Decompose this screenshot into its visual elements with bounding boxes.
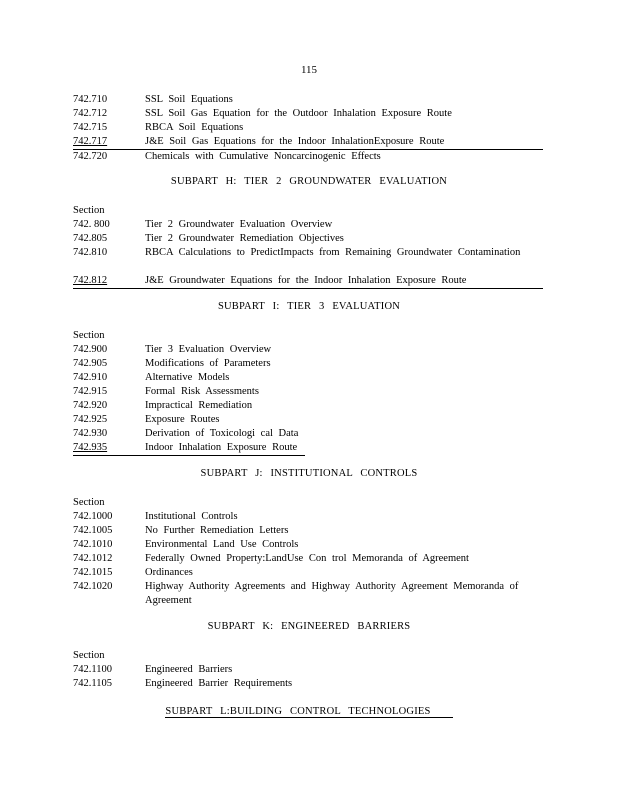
table-row (73, 399, 543, 413)
table-row (73, 385, 543, 399)
section-title: Ordinances (145, 567, 193, 578)
section-title: RBCA Soil Equations (145, 122, 244, 133)
section-title: Tier 2 Groundwater Remediation Objectives (145, 233, 344, 244)
section-number: 742.810 (73, 247, 108, 258)
section-title: SSL Soil Gas Equation for the Outdoor Inhalation Exposure Route (145, 108, 452, 119)
section-number: 742.1010 (73, 539, 113, 550)
section-label: Section (73, 205, 105, 216)
table-row (73, 524, 543, 538)
section-title: Institutional Controls (145, 511, 238, 522)
section-title: Federally Owned Property:LandUse Con trol Memoranda of Agreement (145, 553, 469, 564)
section-number: 742.1012 (73, 553, 113, 564)
subpart-h-heading: SUBPART H: TIER 2 GROUNDWATER EVALUATION (170, 176, 448, 187)
section-number: 742.1000 (73, 511, 113, 522)
section-number: 742.1020 (73, 581, 113, 592)
section-number: 742.1100 (73, 664, 112, 675)
subpart-k-heading: SUBPART K: ENGINEERED BARRIERS (207, 621, 411, 632)
section-title: Alternative Models (145, 372, 230, 383)
section-number: 742.910 (73, 372, 108, 383)
section-number: 742.805 (73, 233, 108, 244)
section-title: Engineered Barriers (145, 664, 233, 675)
table-row (73, 121, 543, 135)
section-title: SSL Soil Equations (145, 94, 233, 105)
section-title: Tier 2 Groundwater Evaluation Overview (145, 219, 333, 230)
subpart-h-list (73, 204, 543, 289)
table-row (73, 552, 543, 566)
table-row (73, 413, 543, 427)
section-number: 742.930 (73, 428, 108, 439)
section-title: RBCA Calculations to PredictImpacts from Remaining Groundwater Contamination (145, 247, 521, 258)
table-row (73, 371, 543, 385)
section-title: Modifications of Parameters (145, 358, 271, 369)
section-title: J&E Soil Gas Equations for the Indoor InhalationExposure Route (145, 136, 445, 147)
subpart-j-heading: SUBPART J: INSTITUTIONAL CONTROLS (200, 468, 418, 479)
table-row (73, 232, 543, 246)
section-number: 742.812 (73, 275, 108, 286)
section-title: Indoor Inhalation Exposure Route (145, 442, 298, 453)
section-title: No Further Remediation Letters (145, 525, 289, 536)
subpart-g-list (73, 93, 543, 164)
table-row (73, 246, 543, 274)
section-title: Tier 3 Evaluation Overview (145, 344, 272, 355)
section-number: 742.717 (73, 136, 108, 147)
table-row (73, 343, 543, 357)
section-number: 742.935 (73, 442, 108, 453)
section-title: Exposure Routes (145, 414, 220, 425)
table-row (73, 580, 543, 608)
table-row (73, 663, 543, 677)
table-row (73, 93, 543, 107)
section-label: Section (73, 497, 105, 508)
section-title: Environmental Land Use Controls (145, 539, 299, 550)
section-number: 742.900 (73, 344, 108, 355)
table-row (73, 538, 543, 552)
section-title: Impractical Remediation (145, 400, 253, 411)
table-row-underlined (73, 135, 543, 150)
section-title: Chemicals with Cumulative Noncarcinogenic Effects (145, 151, 381, 162)
section-title: Formal Risk Assessments (145, 386, 259, 397)
table-row (73, 510, 543, 524)
table-row (73, 427, 543, 441)
section-number: 742.1105 (73, 678, 112, 689)
section-title: Engineered Barrier Requirements (145, 678, 293, 689)
table-row (73, 150, 543, 164)
section-number: 742.1015 (73, 567, 113, 578)
section-number: 742.920 (73, 400, 108, 411)
section-number: 742.710 (73, 94, 108, 105)
section-title: Highway Authority Agreements and Highway Authority Agreement Memoranda of Agreement (145, 581, 519, 606)
section-number: 742.720 (73, 151, 108, 162)
subpart-l-heading-text: SUBPART L:BUILDING CONTROL TECHNOLOGIES (165, 706, 452, 718)
subpart-j-list (73, 496, 543, 608)
section-number: 742.905 (73, 358, 108, 369)
section-number: 742.925 (73, 414, 108, 425)
section-label: Section (73, 330, 105, 341)
table-row-underlined (73, 441, 305, 456)
page-number: 115 (300, 64, 318, 76)
table-row (73, 357, 543, 371)
subpart-l-heading (0, 706, 618, 717)
section-title: J&E Groundwater Equations for the Indoor Inhalation Exposure Route (145, 275, 467, 286)
section-number: 742. 800 (73, 219, 110, 230)
section-number: 742.1005 (73, 525, 113, 536)
table-row (73, 107, 543, 121)
table-row (73, 566, 543, 580)
section-number: 742.715 (73, 122, 108, 133)
section-number: 742.712 (73, 108, 108, 119)
section-label: Section (73, 650, 105, 661)
subpart-i-list (73, 329, 543, 456)
section-title: Derivation of Toxicologi cal Data (145, 428, 299, 439)
section-number: 742.915 (73, 386, 108, 397)
table-row-underlined (73, 274, 543, 289)
subpart-i-heading: SUBPART I: TIER 3 EVALUATION (217, 301, 401, 312)
subpart-k-list (73, 649, 543, 691)
table-row (73, 677, 543, 691)
table-row (73, 218, 543, 232)
